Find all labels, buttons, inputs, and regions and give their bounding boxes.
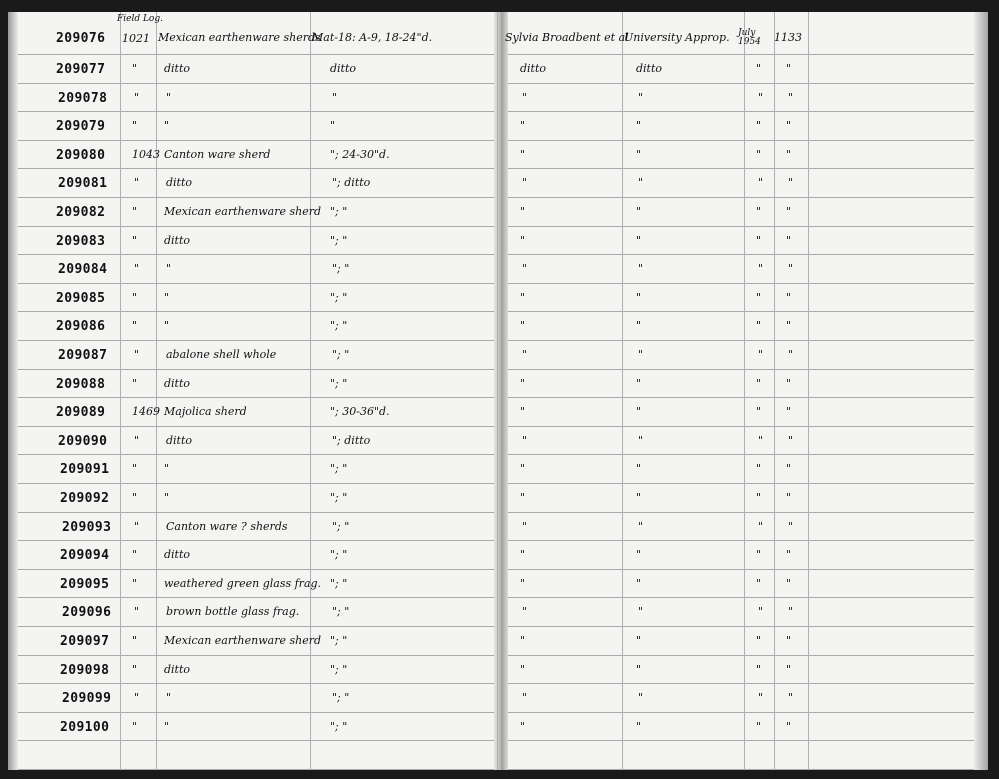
provenience: "; " (330, 205, 348, 218)
field-number: " (132, 319, 138, 332)
date: " (758, 434, 764, 447)
catalog-number: 209082 (56, 205, 106, 220)
accession-number: " (786, 634, 792, 647)
catalog-number: 209086 (56, 319, 106, 334)
field-number: " (134, 605, 140, 618)
ruled-line (18, 683, 494, 684)
ledger-page-spread (8, 12, 988, 770)
accession-number: " (786, 148, 792, 161)
collector: " (520, 205, 526, 218)
left-page-edge (8, 12, 18, 770)
ruled-line (508, 226, 974, 227)
column-rule (622, 12, 623, 770)
catalog-number: 209088 (56, 377, 106, 392)
accession-number: " (788, 348, 794, 361)
item-description: ditto (164, 548, 191, 561)
source: " (638, 348, 644, 361)
right-page-edge (974, 12, 988, 770)
item-description: ditto (164, 62, 191, 75)
ruled-line (18, 540, 494, 541)
source: " (636, 720, 642, 733)
collector: " (522, 605, 528, 618)
item-description: Majolica sherd (164, 405, 247, 418)
accession-number: " (786, 548, 792, 561)
ruled-line (18, 340, 494, 341)
source: " (638, 605, 644, 618)
column-rule (744, 12, 745, 770)
field-number: " (132, 462, 138, 475)
ruled-line (508, 283, 974, 284)
date: " (758, 348, 764, 361)
provenience: "; ditto (332, 176, 371, 189)
provenience: "; " (330, 234, 348, 247)
source: " (636, 491, 642, 504)
provenience: "; " (330, 720, 348, 733)
catalog-number: 209098 (60, 663, 110, 678)
ruled-line (508, 197, 974, 198)
date: " (758, 520, 764, 533)
item-description: ditto (164, 663, 191, 676)
column-rule (310, 12, 311, 770)
source: " (638, 262, 644, 275)
field-number: " (134, 176, 140, 189)
catalog-number: 209096 (62, 605, 112, 620)
catalog-number: 209085 (56, 291, 106, 306)
item-description: " (164, 462, 170, 475)
field-number: " (134, 691, 140, 704)
ruled-line (508, 111, 974, 112)
collector: " (520, 377, 526, 390)
catalog-number: 209081 (58, 176, 108, 191)
item-description: abalone shell whole (166, 348, 277, 361)
field-number: " (132, 491, 138, 504)
item-description: ditto (166, 176, 193, 189)
ruled-line (508, 254, 974, 255)
source: " (636, 291, 642, 304)
accession-number: " (788, 605, 794, 618)
date: " (758, 176, 764, 189)
ruled-line (508, 54, 974, 55)
date: " (756, 663, 762, 676)
source: " (636, 205, 642, 218)
accession-number: " (788, 434, 794, 447)
accession-number: " (788, 520, 794, 533)
provenience: "; " (330, 548, 348, 561)
field-number: " (132, 577, 138, 590)
item-description: Mexican earthenware sherd (164, 634, 321, 647)
column-rule (808, 12, 809, 770)
ruled-line (18, 254, 494, 255)
collector: " (522, 91, 528, 104)
column-rule (120, 12, 121, 770)
collector: " (522, 348, 528, 361)
catalog-number: 209089 (56, 405, 106, 420)
ruled-line (508, 426, 974, 427)
ruled-line (18, 712, 494, 713)
provenience: "; " (330, 291, 348, 304)
date: " (756, 405, 762, 418)
collector: " (522, 434, 528, 447)
accession-number: " (786, 462, 792, 475)
provenience: "; " (330, 462, 348, 475)
field-number: " (134, 91, 140, 104)
catalog-number: 209091 (60, 462, 110, 477)
source: " (636, 377, 642, 390)
collector: ditto (520, 62, 547, 75)
catalog-number: 209076 (56, 31, 106, 46)
item-description: " (164, 291, 170, 304)
catalog-number: 209095 (60, 577, 110, 592)
accession-number: " (786, 491, 792, 504)
item-description: Canton ware ? sherds (166, 520, 288, 533)
provenience: " (330, 119, 336, 132)
date: " (756, 634, 762, 647)
provenience: "; 30-36"d. (330, 405, 390, 418)
field-number: " (134, 520, 140, 533)
collector: " (522, 262, 528, 275)
field-number: " (132, 663, 138, 676)
date-month: July (738, 28, 756, 38)
accession-number: " (786, 663, 792, 676)
source: " (636, 462, 642, 475)
source: ditto (636, 62, 663, 75)
ruled-line (508, 569, 974, 570)
ruled-line (18, 140, 494, 141)
item-description: " (166, 91, 172, 104)
collector: " (520, 148, 526, 161)
provenience: "; " (330, 377, 348, 390)
source: University Approp. (624, 31, 730, 44)
source: " (638, 176, 644, 189)
accession-number: " (786, 119, 792, 132)
accession-number: " (788, 176, 794, 189)
date: " (756, 491, 762, 504)
ruled-line (508, 740, 974, 741)
accession-number: " (788, 91, 794, 104)
ruled-line (18, 426, 494, 427)
provenience: " (332, 91, 338, 104)
field-number: 1043 (132, 148, 160, 161)
provenience: Mat-18: A-9, 18-24"d. (312, 31, 433, 44)
accession-number: " (788, 262, 794, 275)
date: " (756, 291, 762, 304)
ruled-line (18, 226, 494, 227)
ruled-line (18, 54, 494, 55)
accession-number: " (788, 691, 794, 704)
collector: " (520, 319, 526, 332)
ruled-line (18, 83, 494, 84)
provenience: "; " (330, 319, 348, 332)
ruled-line (18, 283, 494, 284)
field-number: " (132, 291, 138, 304)
ruled-line (508, 311, 974, 312)
source: " (638, 520, 644, 533)
date: " (756, 205, 762, 218)
catalog-number: 209079 (56, 119, 106, 134)
date: " (758, 691, 764, 704)
collector: Sylvia Broadbent et al (505, 31, 629, 44)
ruled-line (18, 597, 494, 598)
ruled-line (508, 454, 974, 455)
item-description: ditto (166, 434, 193, 447)
ruled-line (508, 512, 974, 513)
provenience: "; " (332, 262, 350, 275)
ruled-line (508, 83, 974, 84)
provenience: "; 24-30"d. (330, 148, 390, 161)
ruled-line (508, 769, 974, 770)
field-number: " (134, 434, 140, 447)
item-description: ditto (164, 377, 191, 390)
source: " (638, 691, 644, 704)
column-rule (156, 12, 157, 770)
date: " (756, 577, 762, 590)
provenience: "; " (330, 491, 348, 504)
catalog-number: 209093 (62, 520, 112, 535)
field-number: " (132, 234, 138, 247)
provenience: "; " (332, 691, 350, 704)
field-number: " (132, 119, 138, 132)
catalog-number: 209078 (58, 91, 108, 106)
ruled-line (508, 655, 974, 656)
field-number: " (132, 548, 138, 561)
ruled-line (508, 626, 974, 627)
ruled-line (508, 483, 974, 484)
catalog-number: 209094 (60, 548, 110, 563)
item-description: " (166, 691, 172, 704)
catalog-number: 209087 (58, 348, 108, 363)
date: " (756, 119, 762, 132)
field-number: 1469 (132, 405, 160, 418)
field-number: " (132, 634, 138, 647)
catalog-number: 209077 (56, 62, 106, 77)
provenience: "; " (330, 634, 348, 647)
ruled-line (18, 626, 494, 627)
collector: " (520, 405, 526, 418)
ruled-line (18, 740, 494, 741)
collector: " (520, 491, 526, 504)
collector: " (520, 663, 526, 676)
source: " (636, 634, 642, 647)
accession-number: " (786, 234, 792, 247)
item-description: " (164, 119, 170, 132)
date: " (756, 377, 762, 390)
ruled-line (508, 397, 974, 398)
column-rule (497, 12, 498, 770)
collector: " (520, 234, 526, 247)
accession-number: " (786, 377, 792, 390)
date-year: 1954 (738, 37, 761, 47)
collector: " (520, 548, 526, 561)
ruled-line (18, 769, 494, 770)
ruled-line (18, 197, 494, 198)
catalog-number: 209090 (58, 434, 108, 449)
ruled-line (508, 683, 974, 684)
ruled-line (18, 512, 494, 513)
collector: " (522, 520, 528, 533)
provenience: "; " (330, 663, 348, 676)
item-description: ditto (164, 234, 191, 247)
source: " (636, 148, 642, 161)
field-number: 1021 (122, 32, 150, 45)
item-description: Canton ware sherd (164, 148, 271, 161)
date: " (758, 91, 764, 104)
item-description: " (164, 319, 170, 332)
date: " (756, 62, 762, 75)
ruled-line (508, 712, 974, 713)
catalog-number: 209083 (56, 234, 106, 249)
field-number: " (132, 720, 138, 733)
item-description: Mexican earthenware sherd (164, 205, 321, 218)
provenience: "; " (330, 577, 348, 590)
provenience: ditto (330, 62, 357, 75)
source: " (638, 91, 644, 104)
date: " (756, 148, 762, 161)
ruled-line (508, 140, 974, 141)
date: " (758, 262, 764, 275)
collector: " (520, 720, 526, 733)
catalog-number: 209099 (62, 691, 112, 706)
provenience: "; " (332, 348, 350, 361)
date-stack (738, 29, 761, 47)
item-description: Mexican earthenware sherds (158, 31, 321, 44)
item-description: weathered green glass frag. (164, 577, 322, 590)
ruled-line (18, 569, 494, 570)
source: " (636, 548, 642, 561)
item-description: brown bottle glass frag. (166, 605, 300, 618)
field-number: " (132, 377, 138, 390)
date: " (756, 319, 762, 332)
provenience: "; " (332, 520, 350, 533)
field-number: " (134, 262, 140, 275)
source: " (636, 119, 642, 132)
source: " (636, 234, 642, 247)
catalog-number: 209080 (56, 148, 106, 163)
ruled-line (18, 111, 494, 112)
ruled-line (18, 369, 494, 370)
item-description: " (164, 720, 170, 733)
field-number: " (132, 205, 138, 218)
accession-number: " (786, 720, 792, 733)
source: " (636, 577, 642, 590)
ruled-line (18, 655, 494, 656)
collector: " (520, 577, 526, 590)
accession-number: " (786, 62, 792, 75)
collector: " (522, 176, 528, 189)
accession-number: " (786, 405, 792, 418)
ruled-line (18, 454, 494, 455)
accession-number: " (786, 291, 792, 304)
ruled-line (508, 340, 974, 341)
source: " (636, 405, 642, 418)
item-description: " (166, 262, 172, 275)
ruled-line (18, 483, 494, 484)
field-number: " (134, 348, 140, 361)
source: " (636, 319, 642, 332)
collector: " (520, 634, 526, 647)
source: " (636, 663, 642, 676)
accession-number: 1133 (774, 31, 802, 44)
date: " (756, 234, 762, 247)
accession-number: " (786, 577, 792, 590)
date: " (756, 462, 762, 475)
field-number: " (132, 62, 138, 75)
ruled-line (508, 168, 974, 169)
ruled-line (18, 168, 494, 169)
field-log-note: Field Log. (117, 14, 163, 24)
collector: " (520, 462, 526, 475)
catalog-number: 209097 (60, 634, 110, 649)
source: " (638, 434, 644, 447)
collector: " (520, 119, 526, 132)
date: " (758, 605, 764, 618)
item-description: " (164, 491, 170, 504)
catalog-number: 209100 (60, 720, 110, 735)
ruled-line (18, 311, 494, 312)
catalog-number: 209092 (60, 491, 110, 506)
collector: " (522, 691, 528, 704)
column-rule (774, 12, 775, 770)
accession-number: " (786, 205, 792, 218)
catalog-number: 209084 (58, 262, 108, 277)
date: " (756, 720, 762, 733)
ruled-line (508, 597, 974, 598)
date: " (756, 548, 762, 561)
collector: " (520, 291, 526, 304)
accession-number: " (786, 319, 792, 332)
ruled-line (508, 369, 974, 370)
ruled-line (18, 397, 494, 398)
provenience: "; ditto (332, 434, 371, 447)
provenience: "; " (332, 605, 350, 618)
ruled-line (508, 540, 974, 541)
